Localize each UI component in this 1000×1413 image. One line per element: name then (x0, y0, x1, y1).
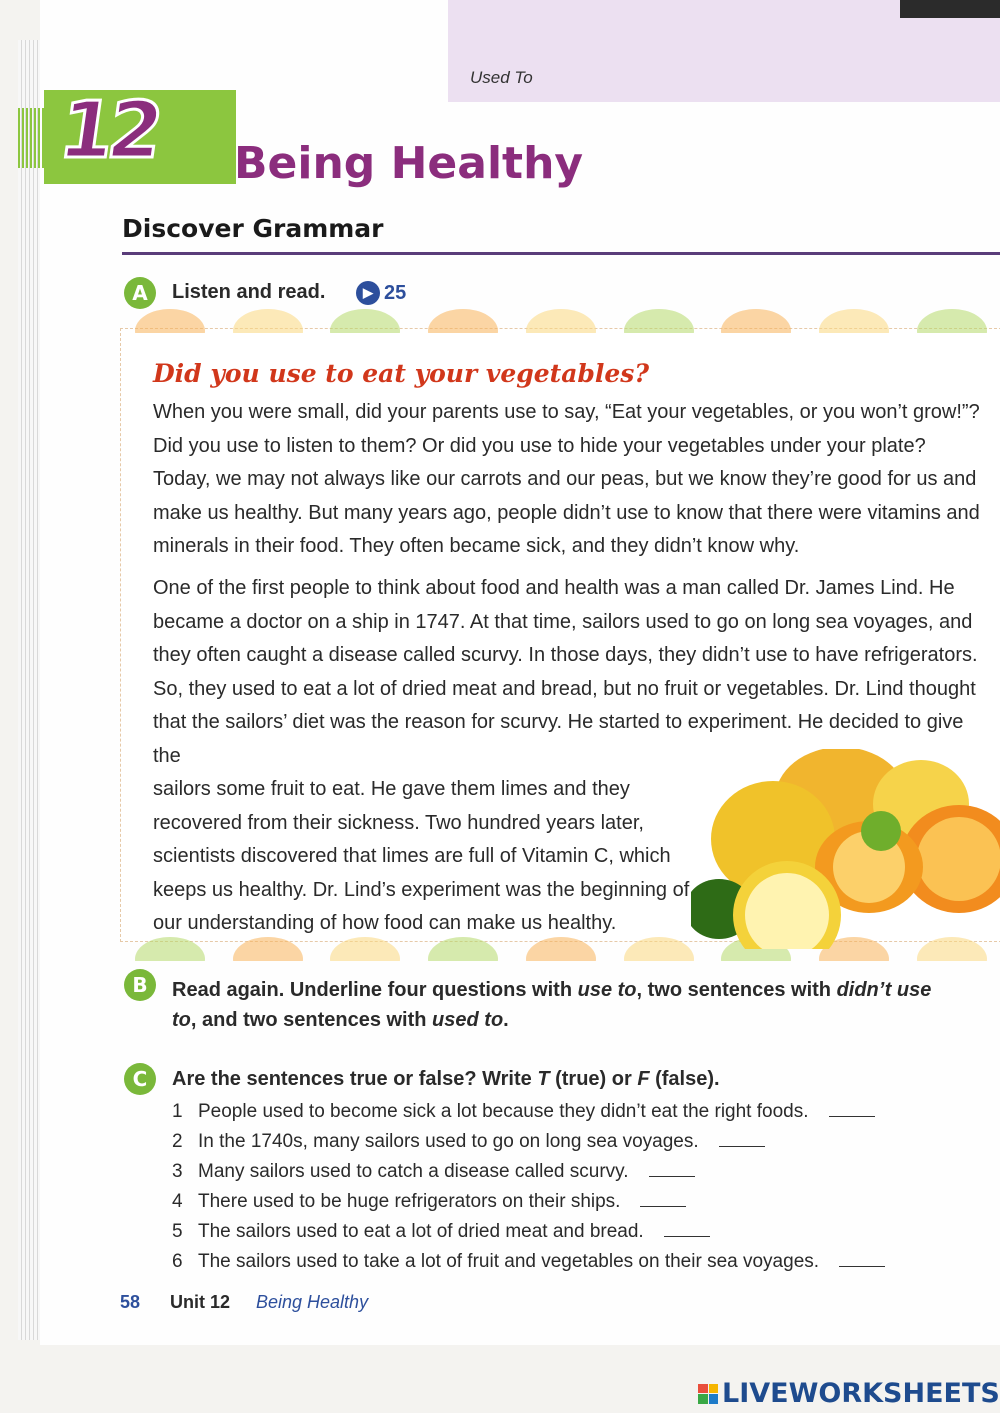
question-number: 4 (172, 1191, 183, 1212)
question-number: 5 (172, 1221, 183, 1242)
audio-icon[interactable]: ▶ (356, 281, 380, 305)
exercise-b-text-4: . (503, 1009, 509, 1031)
exercise-c-emph-2: F (637, 1068, 650, 1090)
question-item (172, 1161, 695, 1183)
question-item (172, 1191, 686, 1213)
audio-track-number: 25 (384, 281, 407, 304)
question-number: 2 (172, 1131, 183, 1152)
exercise-a-instruction: Listen and read. (172, 281, 326, 303)
citrus-fruit-image (691, 749, 1000, 949)
liveworksheets-logo (698, 1378, 1000, 1409)
exercise-c-badge: C (124, 1063, 156, 1095)
reading-box (120, 328, 1000, 942)
exercise-b-instruction (172, 975, 1000, 1035)
logo-text: LIVEWORKSHEETS (722, 1378, 1000, 1409)
exercise-b-text-2: , two sentences with (636, 979, 837, 1001)
question-item (172, 1251, 885, 1273)
question-text: The sailors used to take a lot of fruit and vegetables on their sea voyages. (198, 1251, 820, 1272)
exercise-c-emph-1: T (537, 1068, 550, 1090)
exercise-b-emph-1: use to (577, 979, 637, 1001)
question-text: In the 1740s, many sailors used to go on long sea voyages. (198, 1131, 699, 1152)
reading-paragraph-1: When you were small, did your parents use to say, “Eat your vegetables, or you won’t grow!”? Did you use to listen to them? Or did you use to hide your vegetables under your plate? Today, we may not always like our carrots and our peas, but we know they’re good for us and make us healthy. But many years ago, people didn’t use to know that there were vitamins and minerals in their food. They often became sick, and they didn’t know why. (153, 401, 980, 557)
exercise-c-text-2: (true) or (549, 1068, 638, 1090)
exercise-b-emph-3: to (172, 1009, 191, 1031)
exercise-b-text-1: Read again. Underline four questions with (172, 979, 578, 1001)
exercise-c-text-3: (false). (649, 1068, 720, 1090)
footer-unit: Unit 12 (170, 1292, 231, 1312)
logo-icon (698, 1384, 718, 1404)
exercise-b-text-3: , and two sentences with (190, 1009, 433, 1031)
footer-title: Being Healthy (256, 1292, 369, 1312)
unit-number: 12 (53, 86, 163, 176)
question-item (172, 1221, 710, 1243)
answer-blank[interactable] (649, 1176, 695, 1177)
exercise-b-emph-4: used to (432, 1009, 504, 1031)
exercise-c-text-1: Are the sentences true or false? Write (172, 1068, 538, 1090)
question-text: The sailors used to eat a lot of dried meat and bread. (198, 1221, 644, 1242)
section-title: Discover Grammar (122, 214, 384, 243)
question-number: 6 (172, 1251, 183, 1272)
reading-paragraph-2b: sailors some fruit to eat. He gave them limes and they recovered from their sickness. Two hundred years later, scientists discovered that limes are full of Vitamin C, which keeps us healthy. Dr. Lind’s experiment was the beginning of our understanding of how food can make us healthy. (153, 778, 690, 934)
answer-blank[interactable] (719, 1146, 765, 1147)
question-item (172, 1101, 875, 1123)
exercise-b-badge: B (124, 969, 156, 1001)
scan-edge (900, 0, 1000, 18)
question-text: People used to become sick a lot because they didn’t eat the right foods. (198, 1101, 809, 1122)
exercise-a-badge: A (124, 277, 156, 309)
question-item (172, 1131, 765, 1153)
audio-track[interactable] (356, 281, 406, 305)
question-number: 1 (172, 1101, 183, 1122)
answer-blank[interactable] (640, 1206, 686, 1207)
exercise-c-instruction (172, 1068, 720, 1091)
exercise-b-emph-2: didn’t use (836, 979, 932, 1001)
reading-paragraph-2a: One of the first people to think about food and health was a man called Dr. James Lind. He became a doctor on a ship in 1747. At that time, sailors used to go on long sea voyages, and they often caught a disease called scurvy. In those days, they didn’t use to have refrigerators. So, they used to eat a lot of dried meat and bread, but no fruit or vegetables. Dr. Lind thought that the sailors’ diet was the reason for scurvy. He started to experiment. He decided to give the (153, 577, 978, 767)
answer-blank[interactable] (664, 1236, 710, 1237)
answer-blank[interactable] (829, 1116, 875, 1117)
question-text: Many sailors used to catch a disease called scurvy. (198, 1161, 629, 1182)
question-text: There used to be huge refrigerators on their ships. (198, 1191, 621, 1212)
unit-title: Being Healthy (234, 138, 584, 189)
decor-fruit-top (121, 309, 1000, 333)
section-rule (122, 252, 1000, 255)
page-number: 58 (120, 1292, 141, 1312)
answer-blank[interactable] (839, 1266, 885, 1267)
reading-title: Did you use to eat your vegetables? (153, 359, 650, 388)
question-number: 3 (172, 1161, 183, 1182)
header-topic: Used To (470, 68, 533, 87)
